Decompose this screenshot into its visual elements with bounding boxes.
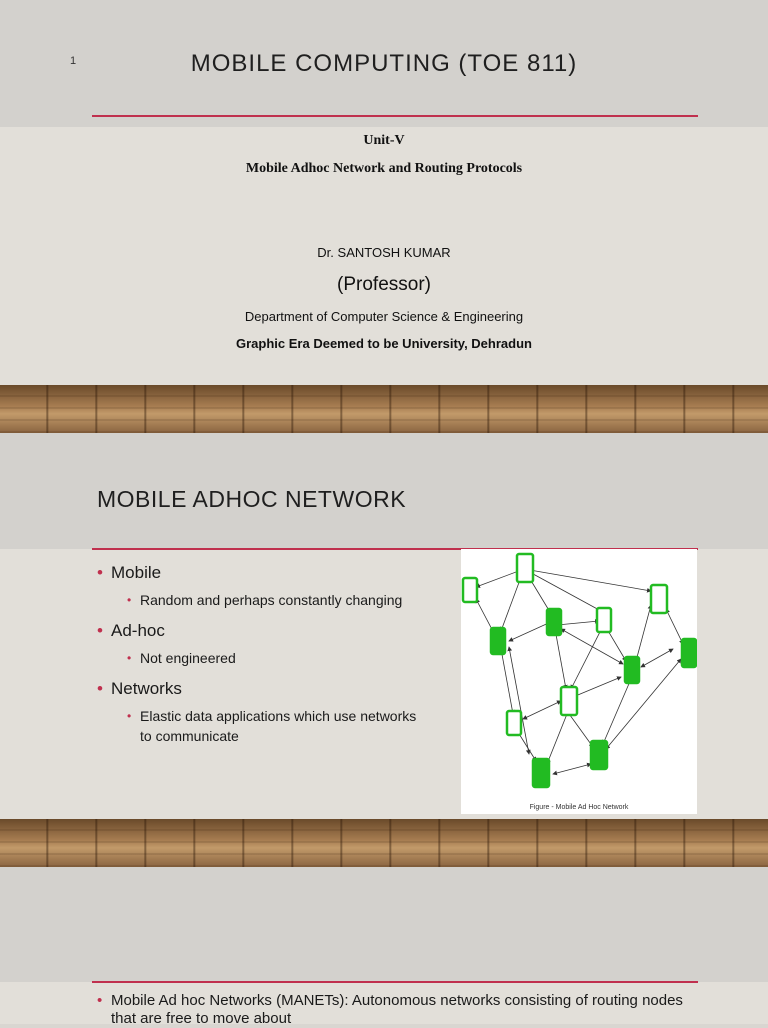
slide-3-bullet: • Mobile Ad hoc Networks (MANETs): Autonomous networks consisting of routing nodes that are free to move about	[97, 992, 711, 1028]
page-number: 1	[70, 55, 77, 67]
bullet-mobile: • Mobile	[97, 562, 427, 584]
bullet-networks: • Networks	[97, 678, 427, 700]
sub-bullet: • Elastic data applications which use networks to communicate	[97, 706, 427, 746]
bullet-adhoc: • Ad-hoc	[97, 620, 427, 642]
title-divider	[92, 115, 698, 117]
topic-label: Mobile Adhoc Network and Routing Protocols	[245, 161, 523, 176]
university: Graphic Era Deemed to be University, Dehradun	[236, 336, 532, 351]
slide-2-title: MOBILE ADHOC NETWORK	[97, 486, 407, 512]
figure-caption: Figure - Mobile Ad Hoc Network	[529, 804, 629, 811]
slide-3-title-area	[0, 867, 768, 982]
wood-floor-divider-2	[0, 819, 768, 867]
manet-network-diagram	[461, 549, 697, 814]
slide-1-title: MOBILE COMPUTING (TOE 811)	[190, 50, 578, 77]
department: Department of Computer Science & Engineering	[244, 309, 524, 324]
author-name: Dr. SANTOSH KUMAR	[317, 245, 451, 260]
sub-bullet: • Not engineered	[97, 648, 427, 668]
manet-figure	[461, 549, 697, 814]
author-role: (Professor)	[337, 274, 431, 295]
bullet-list	[97, 562, 427, 756]
unit-label: Unit-V	[363, 133, 405, 148]
wood-floor-divider-1	[0, 385, 768, 433]
title-divider	[92, 981, 698, 983]
sub-bullet: • Random and perhaps constantly changing	[97, 590, 427, 610]
